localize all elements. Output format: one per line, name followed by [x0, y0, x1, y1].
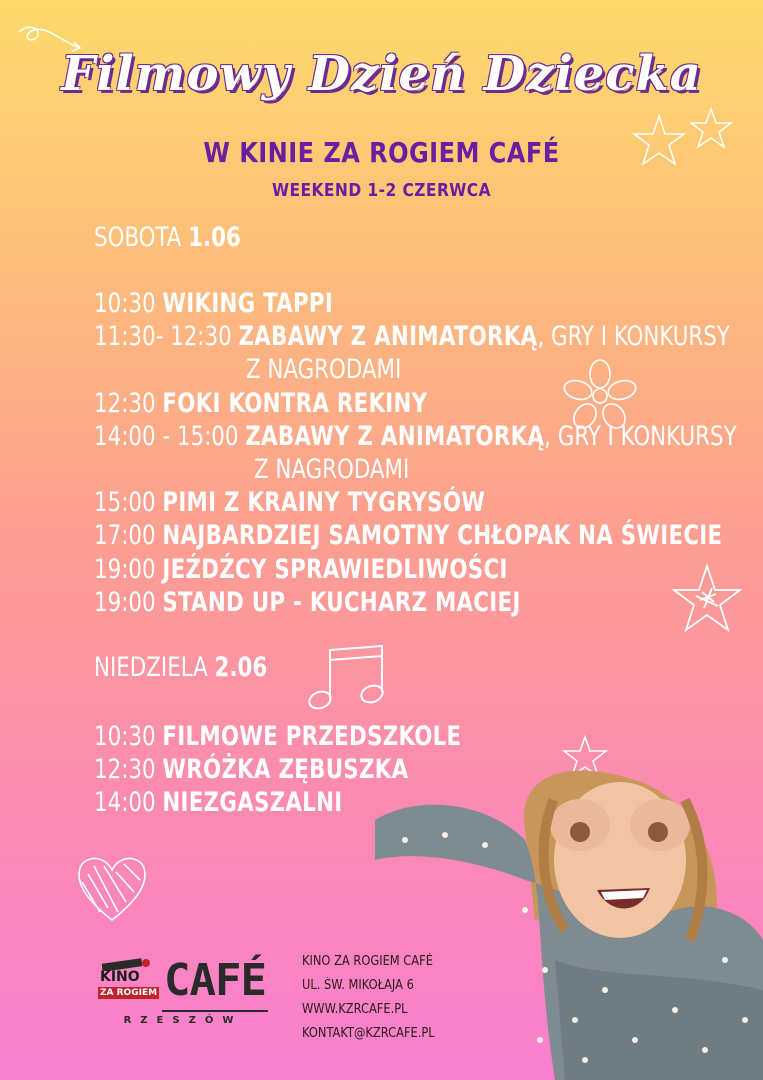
heart-icon: [74, 852, 150, 924]
list-item: [246, 354, 401, 386]
event-time: 11:30- 12:30: [94, 321, 239, 352]
event-note: Z NAGRODAMI: [246, 354, 402, 385]
event-time: 12:30: [94, 388, 163, 419]
event-time: 12:30: [94, 754, 163, 785]
poster-title: Filmowy Dzień Dziecka: [61, 46, 702, 102]
flower-icon: [560, 358, 640, 434]
event-title: JEŹDŹCY SPRAWIEDLIWOŚCI: [162, 554, 508, 585]
contact-website[interactable]: WWW.KZRCAFE.PL: [302, 1002, 408, 1017]
event-title: NAJBARDZIEJ SAMOTNY CHŁOPAK NA ŚWIECIE: [162, 520, 723, 551]
music-note-icon: [306, 640, 388, 712]
logo-za-rogiem-text: ZA ROGIEM: [100, 988, 158, 998]
list-item: [94, 520, 722, 552]
logo-city-text: RZESZÓW: [123, 1015, 243, 1026]
kino-logo: [98, 955, 268, 1031]
event-title: STAND UP - KUCHARZ MACIEJ: [162, 587, 521, 618]
day-date: 1.06: [188, 222, 241, 253]
event-time: 10:30: [94, 721, 163, 752]
contact-info: [302, 950, 453, 1046]
event-title: FOKI KONTRA REKINY: [162, 388, 428, 419]
event-note: , GRY I KONKURSY: [544, 421, 737, 452]
weekend-dates: WEEKEND 1-2 CZERWCA: [271, 180, 492, 201]
contact-address: UL. ŚW. MIKOŁAJA 6: [302, 978, 414, 993]
event-title: WIKING TAPPI: [162, 288, 334, 319]
event-time: 10:30: [94, 288, 163, 319]
list-item: [94, 587, 521, 619]
event-note: Z NAGRODAMI: [254, 454, 410, 485]
event-time: 19:00: [94, 587, 163, 618]
event-title: PIMI Z KRAINY TYGRYSÓW: [162, 487, 486, 518]
contact-name: KINO ZA ROGIEM CAFÉ: [302, 954, 433, 969]
day-name: NIEDZIELA: [94, 652, 208, 683]
day-heading-sunday: [94, 652, 267, 684]
event-time: 19:00: [94, 554, 163, 585]
day-date: 2.06: [214, 652, 268, 683]
logo-kino-text: KINO: [100, 969, 140, 985]
event-time: 14:00: [94, 787, 163, 818]
poster-subtitle: W KINIE ZA ROGIEM CAFÉ: [203, 136, 560, 169]
event-time: 15:00: [94, 487, 163, 518]
event-title: ZABAWY Z ANIMATORKĄ: [238, 321, 538, 352]
event-time: 14:00 - 15:00: [94, 421, 246, 452]
list-item: [94, 487, 485, 519]
star-icon: [670, 562, 744, 636]
logo-kino-mark: [98, 957, 160, 997]
list-item: [94, 321, 730, 353]
event-title: ZABAWY Z ANIMATORKĄ: [245, 421, 545, 452]
event-title: FILMOWE PRZEDSZKOLE: [162, 721, 462, 752]
day-heading-saturday: [94, 222, 241, 254]
logo-divider: [162, 1010, 268, 1012]
list-item: [254, 454, 409, 486]
star-icon: [630, 112, 688, 170]
day-name: SOBOTA: [94, 222, 182, 253]
list-item: [94, 554, 508, 586]
logo-cafe-text: CAFÉ: [164, 955, 266, 1006]
contact-email[interactable]: KONTAKT@KZRCAFE.PL: [302, 1026, 435, 1041]
list-item: [94, 388, 427, 420]
event-time: 17:00: [94, 520, 163, 551]
event-note: , GRY I KONKURSY: [537, 321, 730, 352]
event-title: NIEZGASZALNI: [162, 787, 343, 818]
star-icon: [688, 106, 734, 152]
event-title: WRÓŻKA ZĘBUSZKA: [162, 754, 409, 785]
list-item: [94, 421, 737, 453]
list-item: [94, 787, 342, 819]
list-item: [94, 288, 333, 320]
list-item: [94, 754, 408, 786]
